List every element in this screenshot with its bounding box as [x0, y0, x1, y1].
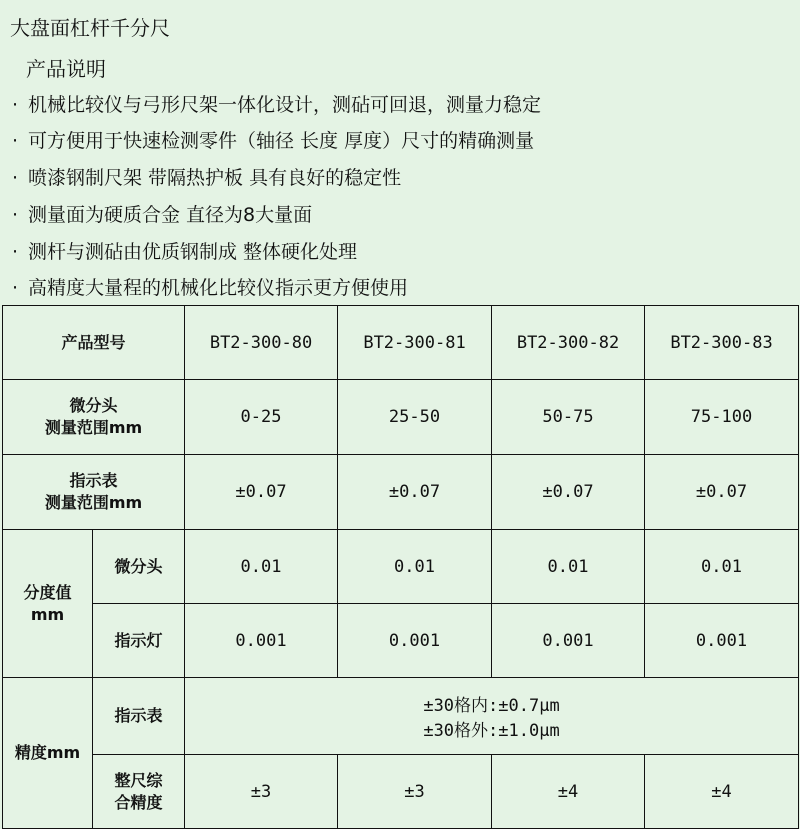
indicator-range-cell: ±0.07	[492, 455, 645, 530]
accuracy-overall-cell: ±3	[338, 755, 492, 829]
feature-text: 机械比较仪与弓形尺架一体化设计，测砧可回退，测量力稳定	[28, 94, 542, 116]
resolution-cell: 0.001	[492, 604, 645, 678]
resolution-micrometer-label: 微分头	[93, 530, 185, 604]
micrometer-range-cell: 25-50	[338, 380, 492, 455]
model-cell: BT2-300-82	[492, 306, 645, 380]
bullet-marker: ·	[12, 241, 19, 263]
table-row-resolution-indicator	[3, 604, 799, 678]
section-subtitle: 产品说明	[26, 57, 106, 81]
indicator-range-cell: ±0.07	[645, 455, 799, 530]
table-row-indicator-range	[3, 455, 799, 530]
feature-bullet	[12, 203, 312, 227]
spec-table	[2, 305, 799, 829]
feature-text: 可方便用于快速检测零件（轴径 长度 厚度）尺寸的精确测量	[28, 130, 535, 152]
accuracy-overall-label: 整尺综 合精度	[93, 755, 185, 829]
accuracy-indicator-label: 指示表	[93, 678, 185, 755]
indicator-range-cell: ±0.07	[338, 455, 492, 530]
bullet-marker: ·	[12, 94, 19, 116]
feature-text: 高精度大量程的机械化比较仪指示更方便使用	[28, 277, 409, 299]
resolution-cell: 0.001	[645, 604, 799, 678]
resolution-cell: 0.001	[338, 604, 492, 678]
feature-bullet	[12, 129, 534, 153]
table-row-resolution-micrometer	[3, 530, 799, 604]
accuracy-overall-cell: ±4	[492, 755, 645, 829]
micrometer-range-cell: 50-75	[492, 380, 645, 455]
indicator-range-cell: ±0.07	[185, 455, 338, 530]
micrometer-range-cell: 75-100	[645, 380, 799, 455]
resolution-label: 分度值 mm	[3, 530, 93, 678]
model-cell: BT2-300-83	[645, 306, 799, 380]
page-title: 大盘面杠杆千分尺	[10, 16, 170, 40]
micrometer-range-label: 微分头 测量范围mm	[3, 380, 185, 455]
feature-bullet	[12, 240, 357, 264]
accuracy-indicator-cell: ±30格内:±0.7μm ±30格外:±1.0μm	[185, 678, 799, 755]
indicator-range-label: 指示表 测量范围mm	[3, 455, 185, 530]
accuracy-overall-cell: ±3	[185, 755, 338, 829]
resolution-cell: 0.01	[645, 530, 799, 604]
feature-text: 喷漆钢制尺架 带隔热护板 具有良好的稳定性	[28, 167, 402, 189]
resolution-cell: 0.01	[185, 530, 338, 604]
accuracy-label: 精度mm	[3, 678, 93, 829]
bullet-marker: ·	[12, 167, 19, 189]
feature-bullet	[12, 276, 408, 300]
bullet-marker: ·	[12, 130, 19, 152]
micrometer-range-cell: 0-25	[185, 380, 338, 455]
table-row-accuracy-indicator	[3, 678, 799, 755]
feature-bullet	[12, 93, 541, 117]
accuracy-overall-cell: ±4	[645, 755, 799, 829]
feature-text: 测杆与测砧由优质钢制成 整体硬化处理	[28, 241, 358, 263]
bullet-marker: ·	[12, 204, 19, 226]
resolution-cell: 0.01	[492, 530, 645, 604]
feature-text: 测量面为硬质合金 直径为8大量面	[28, 204, 313, 226]
table-row-micrometer-range	[3, 380, 799, 455]
model-cell: BT2-300-81	[338, 306, 492, 380]
table-row-model	[3, 306, 799, 380]
feature-bullet	[12, 166, 401, 190]
resolution-cell: 0.01	[338, 530, 492, 604]
resolution-indicator-label: 指示灯	[93, 604, 185, 678]
model-label: 产品型号	[3, 306, 185, 380]
bullet-marker: ·	[12, 277, 19, 299]
resolution-cell: 0.001	[185, 604, 338, 678]
table-row-accuracy-overall	[3, 755, 799, 829]
model-cell: BT2-300-80	[185, 306, 338, 380]
